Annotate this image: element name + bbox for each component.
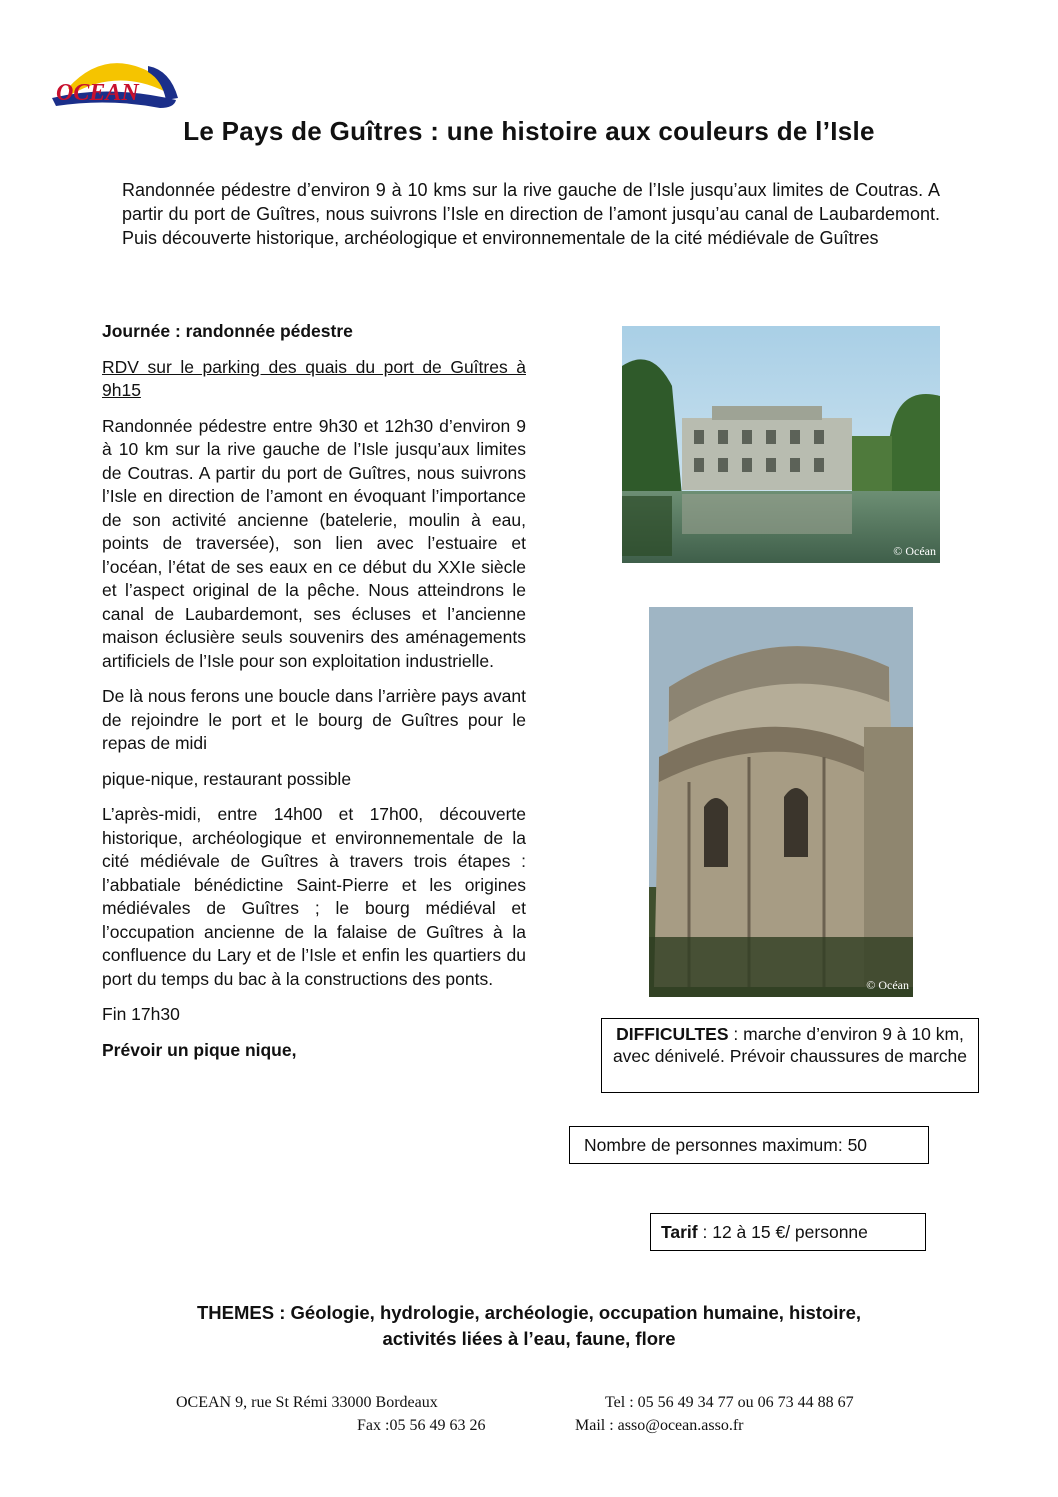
- themes-line-2: activités liées à l’eau, faune, flore: [382, 1328, 676, 1349]
- lunch-text: pique-nique, restaurant possible: [102, 768, 352, 789]
- footer-email: Mail : asso@ocean.asso.fr: [575, 1417, 744, 1434]
- end-time: Fin 17h30: [102, 1004, 180, 1024]
- ocean-logo: [48, 48, 180, 110]
- price-text: : 12 à 15 €/ personne: [697, 1222, 868, 1242]
- price-label: Tarif: [661, 1222, 698, 1242]
- footer-phone: Tel : 05 56 49 34 77 ou 06 73 44 88 67: [605, 1394, 854, 1411]
- themes-line-1: THEMES : Géologie, hydrologie, archéologie, occupation humaine, histoire,: [196, 1302, 862, 1323]
- difficulty-box: [601, 1018, 979, 1093]
- svg-text:OCEAN: OCEAN: [56, 80, 139, 106]
- difficulty-text: : marche d’environ 9 à 10 km, avec dénivelé. Prévoir chaussures de marche: [612, 1024, 968, 1066]
- program-column: [102, 320, 526, 1074]
- price-box: [650, 1213, 926, 1251]
- abbey-photo: [649, 607, 913, 997]
- loop-paragraph: De là nous ferons une boucle dans l’arrière pays avant de rejoindre le port et le bourg de Guîtres pour le repas de midi: [102, 686, 526, 753]
- bring-text: Prévoir un pique nique,: [102, 1039, 297, 1060]
- river-mill-photo: [622, 326, 940, 563]
- difficulty-label: DIFFICULTES: [616, 1024, 729, 1044]
- intro-paragraph: Randonnée pédestre d’environ 9 à 10 kms sur la rive gauche de l’Isle jusqu’aux limites de Coutras. A partir du port de Guîtres, nous suivrons l’Isle en direction de l’amont jusqu’au canal de Laubardemont. Puis découverte historique, archéologique et environnementale de la cité médiévale de Guîtres: [122, 180, 940, 248]
- rdv-text: RDV sur le parking des quais du port de Guîtres à 9h15: [102, 356, 526, 400]
- morning-paragraph: Randonnée pédestre entre 9h30 et 12h30 d’environ 9 à 10 km sur la rive gauche de l’Isle jusqu’aux limites de Coutras. A partir du port de Guîtres, nous suivrons l’Isle en direction de l’amont en évoquant l’importance de son activité ancienne (batelerie, moulin à eau, points de traversée), son lien avec l’estuaire et l’océan, l’état de ses eaux en ce début du XXIe siècle et l’aspect original de la pêche. Nous atteindrons le canal de Laubardemont, ses écluses et l’ancienne maison éclusière seuls souvenirs des aménagements artificiels de l’Isle pour son exploitation industrielle.: [102, 415, 526, 671]
- max-people-box: [569, 1126, 929, 1164]
- photo-credit: © Océan: [893, 544, 936, 558]
- afternoon-paragraph: L’après-midi, entre 14h00 et 17h00, découverte historique, archéologique et environnementale de la cité médiévale de Guîtres à travers trois étapes : l’abbatiale bénédictine Saint-Pierre et les origines médiévales de Guîtres ; le bourg médiéval et l’occupation ancienne de la falaise de Guîtres à la confluence du Lary et de l’Isle et enfin les quartiers du port du temps du bac à la constructions des ponts.: [102, 804, 526, 989]
- program-heading: Journée : randonnée pédestre: [102, 321, 353, 341]
- footer-address: OCEAN 9, rue St Rémi 33000 Bordeaux: [176, 1394, 438, 1411]
- themes: [0, 1300, 1058, 1352]
- footer-fax: Fax :05 56 49 63 26: [357, 1417, 486, 1434]
- max-people-text: Nombre de personnes maximum: 50: [584, 1135, 868, 1155]
- photo-credit: © Océan: [866, 978, 909, 992]
- page-title: Le Pays de Guîtres : une histoire aux couleurs de l’Isle: [183, 116, 875, 146]
